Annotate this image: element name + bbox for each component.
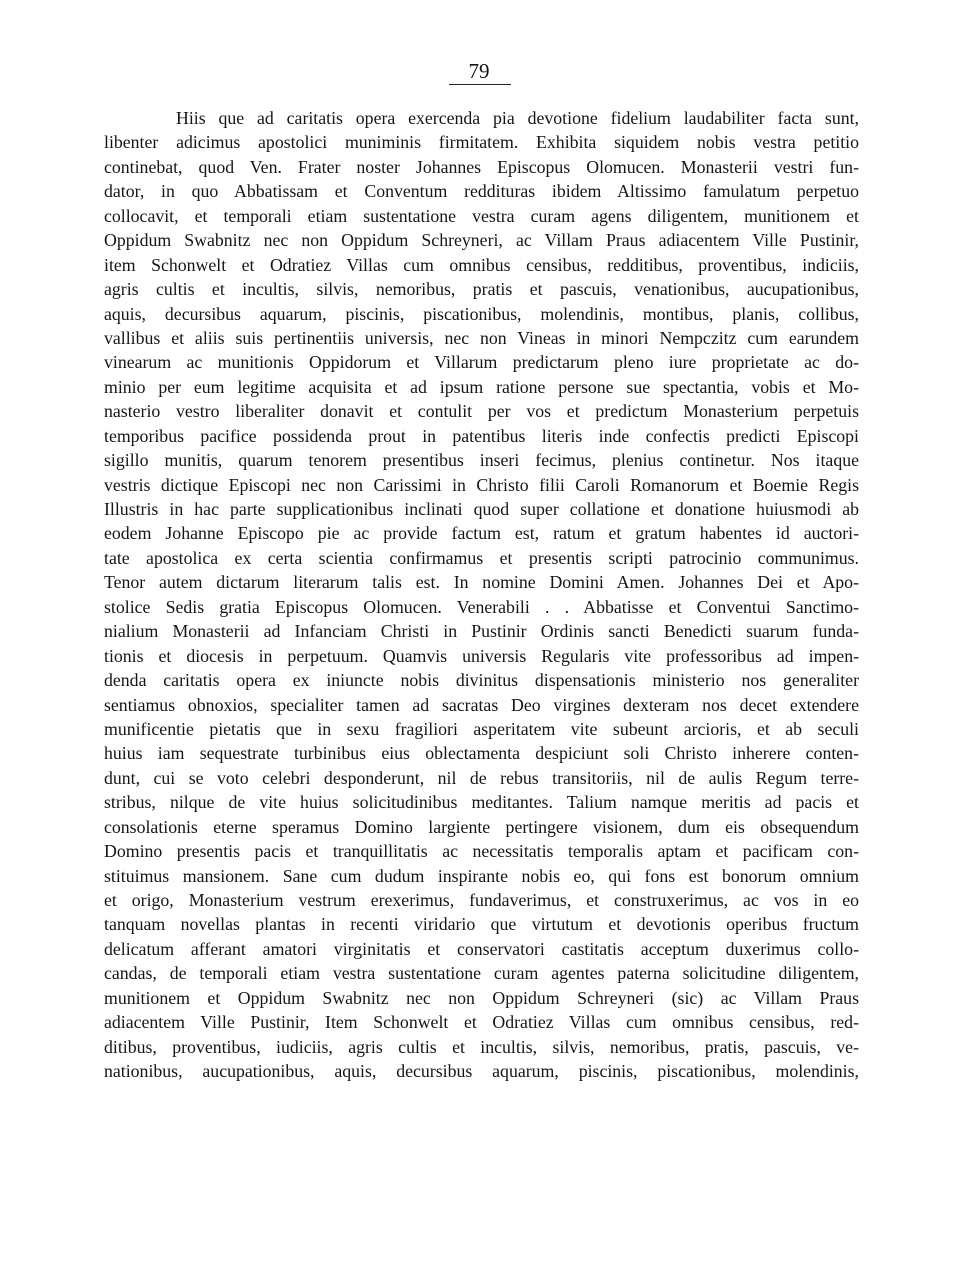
text-line: aquis, decursibus aquarum, piscinis, piscationibus, molendinis, montibus, planis, collibus, (104, 303, 859, 324)
text-line: ditibus, proventibus, iudiciis, agris cultis et incultis, silvis, nemoribus, pratis, pascuis, ve- (104, 1036, 859, 1057)
text-line: huius iam sequestrate turbinibus eius oblectamenta despiciunt soli Christo inherere conten- (104, 743, 859, 764)
text-line: consolationis eterne speramus Domino largiente pertingere visionem, dum eis obsequendum (104, 816, 859, 837)
text-line: Illustris in hac parte supplicationibus inclinati quod super collatione et donatione huiusmodi ab (104, 499, 859, 519)
text-line: candas, de temporali etiam vestra sustentatione curam agentes paterna solicitudine diligentem, (104, 963, 859, 984)
text-line: Tenor autem dictarum literarum talis est. In nomine Domini Amen. Johannes Dei et Apo- (104, 572, 859, 593)
text-line: Oppidum Swabnitz nec non Oppidum Schreyneri, ac Villam Praus adiacentem Ville Pustinir, (104, 230, 859, 251)
page-number-rule (449, 84, 511, 85)
text-line: vestris dictique Episcopi nec non Carissimi in Christo filii Caroli Romanorum et Boemie Regis (104, 474, 859, 495)
text-line: Domino presentis pacis et tranquillitatis ac necessitatis temporalis aptam et pacificam con- (104, 841, 859, 862)
text-line: eodem Johanne Episcopo pie ac provide factum est, ratum et gratum habentes id auctori- (104, 523, 859, 544)
text-line: sentiamus obnoxios, specialiter tamen ad sacratas Deo virgines dexteram nos decet extendere (104, 694, 859, 715)
text-line: stribus, nilque de vite huius solicitudinibus meditantes. Talium namque meritis ad pacis et (104, 792, 859, 813)
text-line: stituimus mansionem. Sane cum dudum inspirante nobis eo, qui fons est bonorum omnium (104, 865, 859, 886)
text-line: denda caritatis opera ex iniuncte nobis divinitus dispensationis ministerio nos generaliter (104, 670, 859, 691)
text-line: vallibus et aliis suis pertinentiis universis, nec non Vineas in minori Nempczitz cum earundem (104, 327, 859, 348)
text-line: nationibus, aucupationibus, aquis, decursibus aquarum, piscinis, piscationibus, molendinis, (104, 1061, 859, 1082)
body-text (104, 106, 859, 1084)
text-line: tate apostolica ex certa scientia confirmamus et presentis scripti patrocinio communimus. (104, 547, 859, 568)
text-line: vinearum ac munitionis Oppidorum et Villarum predictarum pleno iure proprietate ac do- (104, 352, 859, 373)
text-line: adiacentem Ville Pustinir, Item Schonwelt et Odratiez Villas cum omnibus censibus, red- (104, 1012, 859, 1033)
text-line: tanquam novellas plantas in recenti viridario que virtutum et devotionis operibus fructum (104, 914, 859, 935)
text-line: munificentie pietatis que in sexu fragiliori asperitatem vite subeunt arcioris, et ab seculi (104, 718, 859, 739)
text-line: munitionem et Oppidum Swabnitz nec non Oppidum Schreyneri (sic) ac Villam Praus (104, 987, 859, 1008)
text-line: agris cultis et incultis, silvis, nemoribus, pratis et pascuis, venationibus, aucupationibus, (104, 279, 859, 300)
text-line: item Schonwelt et Odratiez Villas cum omnibus censibus, redditibus, proventibus, indiciis, (104, 254, 859, 275)
text-line: dunt, cui se voto celebri desponderunt, nil de rebus transitoriis, nil de aulis Regum terre- (104, 767, 859, 788)
text-line: nasterio vestro liberaliter donavit et contulit per vos et predictum Monasterium perpetuis (104, 401, 859, 422)
text-line: dator, in quo Abbatissam et Conventum reddituras ibidem Altissimo famulatum perpetuo (104, 181, 859, 202)
text-line: Hiis que ad caritatis opera exercenda pia devotione fidelium laudabiliter facta sunt, (176, 108, 859, 128)
page-number: 79 (468, 59, 490, 83)
text-line: stolice Sedis gratia Episcopus Olomucen. Venerabili . . Abbatisse et Conventui Sanctimo- (104, 596, 859, 617)
text-line: minio per eum legitime acquisita et ad ipsum ratione persone sue spectantia, vobis et Mo- (104, 376, 859, 397)
text-line: sigillo munitis, quarum tenorem presentibus inseri fecimus, plenius continetur. Nos itaque (104, 450, 859, 471)
text-line: tionis et diocesis in perpetuum. Quamvis universis Regularis vite professoribus ad impen- (104, 645, 859, 666)
text-line: continebat, quod Ven. Frater noster Johannes Episcopus Olomucen. Monasterii vestri fun- (104, 156, 859, 177)
text-line: temporibus pacifice possidenda prout in patentibus literis inde confectis predicti Episcopi (104, 425, 859, 446)
text-line: libenter adicimus apostolici muniminis firmitatem. Exhibita siquidem nobis vestra petitio (104, 132, 859, 153)
text-line: nialium Monasterii ad Infanciam Christi in Pustinir Ordinis sancti Benedicti suarum funda- (104, 621, 859, 642)
text-line: delicatum afferant amatori virginitatis et conservatori castitatis acceptum duxerimus collo- (104, 938, 859, 959)
text-line: collocavit, et temporali etiam sustentatione vestra curam agens diligentem, munitionem et (104, 205, 859, 226)
text-line: et origo, Monasterium vestrum erexerimus, fundaverimus, et construxerimus, ac vos in eo (104, 890, 859, 910)
